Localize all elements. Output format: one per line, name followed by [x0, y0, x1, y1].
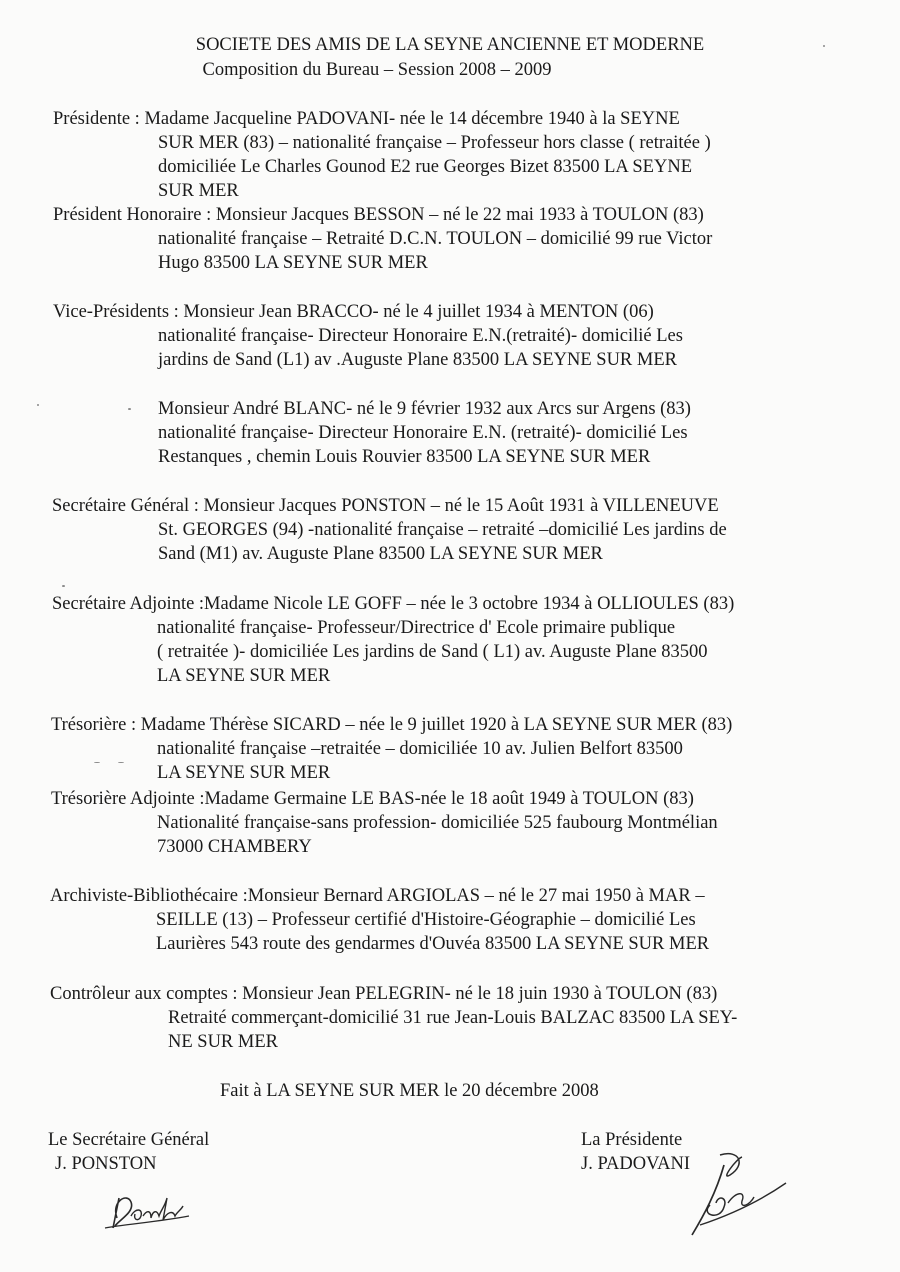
- entry-presidente-line-3: domiciliée Le Charles Gounod E2 rue Georges Bizet 83500 LA SEYNE: [158, 157, 692, 177]
- scan-speck: [94, 762, 100, 763]
- entry-vice-presidents-line-3: jardins de Sand (L1) av .Auguste Plane 83500 LA SEYNE SUR MER: [158, 350, 677, 370]
- entry-secretaire-general-line-1: Secrétaire Général : Monsieur Jacques PONSTON – né le 15 Août 1931 à VILLENEUVE: [52, 496, 719, 516]
- entry-president-honoraire-line-2: nationalité française – Retraité D.C.N. TOULON – domicilié 99 rue Victor: [158, 229, 713, 249]
- entry-presidente-line-4: SUR MER: [158, 181, 239, 201]
- scan-speck: [823, 45, 825, 47]
- entry-secretaire-adjointe-line-3: ( retraitée )- domiciliée Les jardins de Sand ( L1) av. Auguste Plane 83500: [157, 642, 708, 662]
- entry-vice-presidents-line-2: nationalité française- Directeur Honoraire E.N.(retraité)- domicilié Les: [158, 326, 683, 346]
- left-signatory-title: Le Secrétaire Général: [48, 1130, 210, 1150]
- entry-secretaire-adjointe-line-1: Secrétaire Adjointe :Madame Nicole LE GOFF – née le 3 octobre 1934 à OLLIOULES (83): [52, 594, 735, 614]
- entry-tresoriere-line-2: nationalité française –retraitée – domiciliée 10 av. Julien Belfort 83500: [157, 739, 683, 759]
- entry-tresoriere-line-3: LA SEYNE SUR MER: [157, 763, 331, 783]
- place-date: Fait à LA SEYNE SUR MER le 20 décembre 2008: [220, 1081, 599, 1101]
- entry-vice-president-2-line-2: nationalité française- Directeur Honoraire E.N. (retraité)- domicilié Les: [158, 423, 688, 443]
- scan-speck: [62, 585, 65, 587]
- entry-controleur-line-3: NE SUR MER: [168, 1032, 278, 1052]
- scan-speck: [118, 762, 124, 763]
- entry-vice-president-2-line-3: Restanques , chemin Louis Rouvier 83500 LA SEYNE SUR MER: [158, 447, 651, 467]
- entry-tresoriere-adjointe-line-2: Nationalité française-sans profession- domiciliée 525 faubourg Montmélian: [157, 813, 718, 833]
- right-signatory-name: J. PADOVANI: [581, 1154, 690, 1174]
- ponston-signature-image: [97, 1180, 207, 1240]
- left-signatory-name: J. PONSTON: [55, 1154, 157, 1174]
- entry-controleur-line-2: Retraité commerçant-domicilié 31 rue Jean-Louis BALZAC 83500 LA SEY-: [168, 1008, 738, 1028]
- entry-tresoriere-line-1: Trésorière : Madame Thérèse SICARD – née le 9 juillet 1920 à LA SEYNE SUR MER (83): [51, 715, 733, 735]
- right-signatory-title: La Présidente: [581, 1130, 683, 1150]
- entry-archiviste-line-2: SEILLE (13) – Professeur certifié d'Histoire-Géographie – domicilié Les: [156, 910, 696, 930]
- entry-presidente-line-1: Présidente : Madame Jacqueline PADOVANI- née le 14 décembre 1940 à la SEYNE: [53, 109, 680, 129]
- entry-secretaire-adjointe-line-4: LA SEYNE SUR MER: [157, 666, 331, 686]
- entry-tresoriere-adjointe-line-3: 73000 CHAMBERY: [157, 837, 312, 857]
- entry-president-honoraire-line-1: Président Honoraire : Monsieur Jacques BESSON – né le 22 mai 1933 à TOULON (83): [53, 205, 704, 225]
- entry-archiviste-line-1: Archiviste-Bibliothécaire :Monsieur Bernard ARGIOLAS – né le 27 mai 1950 à MAR –: [50, 886, 705, 906]
- entry-tresoriere-adjointe-line-1: Trésorière Adjointe :Madame Germaine LE BAS-née le 18 août 1949 à TOULON (83): [51, 789, 694, 809]
- entry-vice-president-2-line-1: Monsieur André BLANC- né le 9 février 1932 aux Arcs sur Argens (83): [158, 399, 691, 419]
- session-subtitle: Composition du Bureau – Session 2008 – 2009: [202, 60, 552, 80]
- entry-secretaire-adjointe-line-2: nationalité française- Professeur/Directrice d' Ecole primaire publique: [157, 618, 676, 638]
- scan-speck: [128, 408, 131, 410]
- entry-secretaire-general-line-3: Sand (M1) av. Auguste Plane 83500 LA SEYNE SUR MER: [158, 544, 603, 564]
- entry-archiviste-line-3: Laurières 543 route des gendarmes d'Ouvéa 83500 LA SEYNE SUR MER: [156, 934, 710, 954]
- entry-presidente-line-2: SUR MER (83) – nationalité française – Professeur hors classe ( retraitée ): [158, 133, 711, 153]
- entry-vice-presidents-line-1: Vice-Présidents : Monsieur Jean BRACCO- né le 4 juillet 1934 à MENTON (06): [53, 302, 654, 322]
- society-title: SOCIETE DES AMIS DE LA SEYNE ANCIENNE ET MODERNE: [195, 35, 705, 55]
- entry-president-honoraire-line-3: Hugo 83500 LA SEYNE SUR MER: [158, 253, 428, 273]
- entry-secretaire-general-line-2: St. GEORGES (94) -nationalité française – retraité –domicilié Les jardins de: [158, 520, 727, 540]
- scan-speck: [37, 404, 39, 406]
- padovani-signature-image: [680, 1145, 800, 1245]
- entry-controleur-line-1: Contrôleur aux comptes : Monsieur Jean PELEGRIN- né le 18 juin 1930 à TOULON (83): [50, 984, 718, 1004]
